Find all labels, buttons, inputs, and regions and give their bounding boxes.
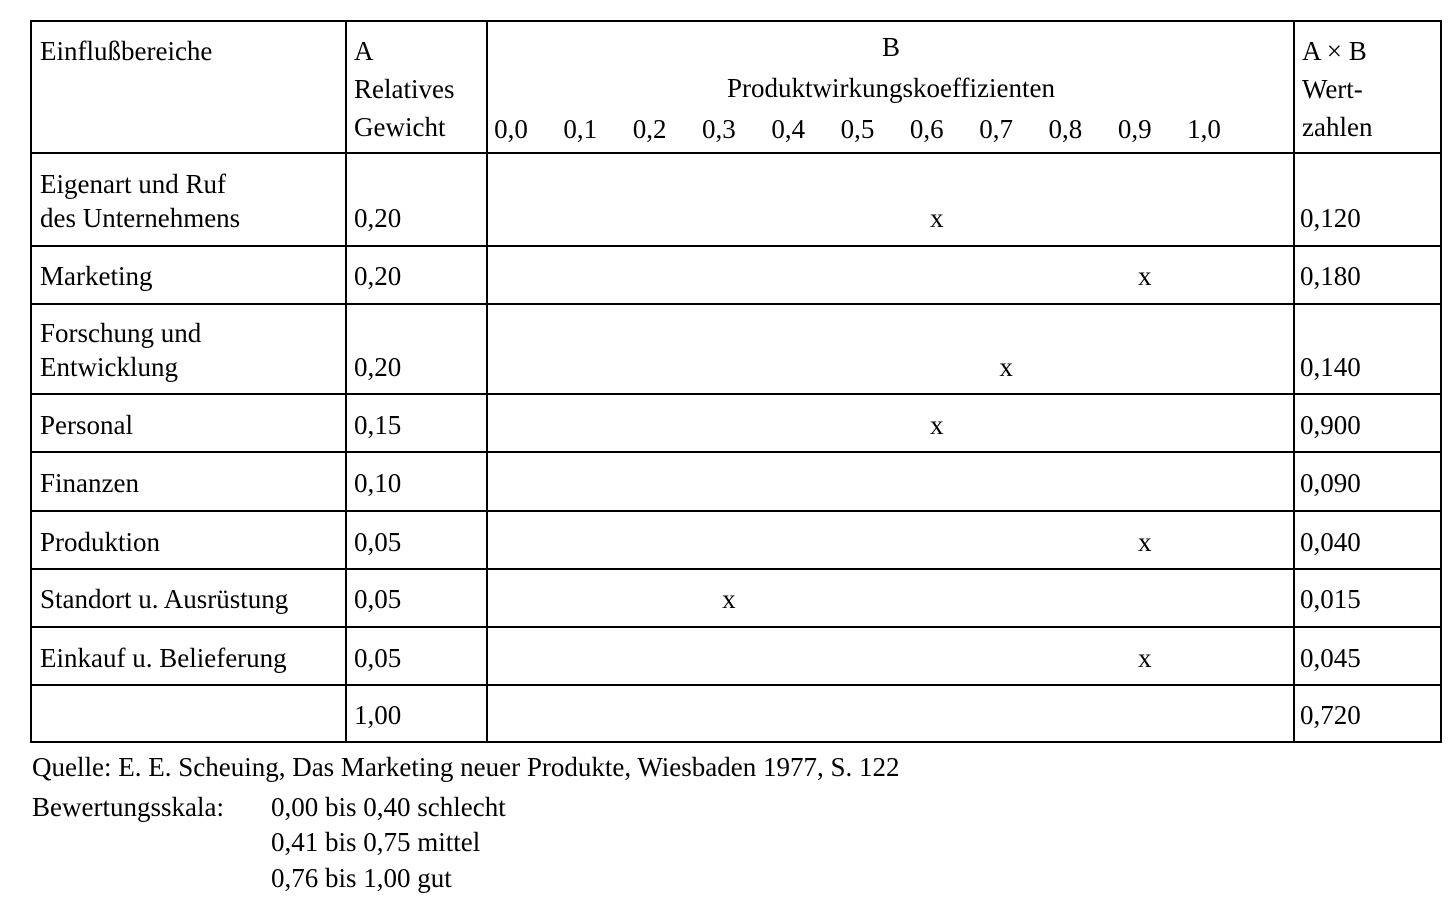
row-divider <box>30 245 1442 247</box>
row-value: 0,040 <box>1300 527 1361 557</box>
row-label: Entwicklung <box>40 352 178 382</box>
scale-tick: 0,8 <box>1048 114 1083 144</box>
header-relatives: Relatives <box>354 74 455 104</box>
row-weight: 0,10 <box>354 468 402 498</box>
header-wert: Wert- <box>1302 74 1363 104</box>
row-value: 0,140 <box>1300 352 1361 382</box>
row-divider <box>30 684 1442 686</box>
table-bottom-border <box>30 741 1442 743</box>
scale-tick: 0,5 <box>840 114 875 144</box>
coefficient-mark: x <box>1137 261 1152 291</box>
total-value: 0,720 <box>1300 700 1361 730</box>
row-divider <box>30 626 1442 628</box>
row-label: Personal <box>40 410 133 440</box>
row-weight: 0,20 <box>354 261 402 291</box>
header-gewicht: Gewicht <box>354 112 446 142</box>
row-value: 0,015 <box>1300 584 1361 614</box>
row-value: 0,180 <box>1300 261 1361 291</box>
scale-line: 0,41 bis 0,75 mittel <box>271 827 481 857</box>
row-label: des Unternehmens <box>40 203 241 233</box>
header-a-letter: A <box>354 36 374 66</box>
header-einflussbereiche: Einflußbereiche <box>40 36 213 66</box>
row-divider <box>30 568 1442 570</box>
row-weight: 0,15 <box>354 410 402 440</box>
row-label: Eigenart und Ruf <box>40 169 226 199</box>
row-label: Marketing <box>40 261 153 291</box>
header-produktwirkungskoeffizienten: Produktwirkungskoeffizienten <box>727 73 1055 103</box>
header-a-times-b: A × B <box>1302 36 1367 66</box>
row-weight: 0,05 <box>354 584 402 614</box>
coefficient-mark: x <box>1137 527 1152 557</box>
row-label: Einkauf u. Belieferung <box>40 643 287 673</box>
table-left-border <box>30 20 32 743</box>
scale-label: Bewertungsskala: <box>32 792 224 822</box>
row-weight: 0,20 <box>354 352 402 382</box>
row-weight: 0,20 <box>354 203 402 233</box>
scale-tick: 0,7 <box>979 114 1013 144</box>
scale-tick: 0,1 <box>563 114 598 144</box>
row-weight: 0,05 <box>354 643 402 673</box>
row-value: 0,090 <box>1300 468 1361 498</box>
scale-tick: 0,3 <box>702 114 736 144</box>
table-right-border <box>1440 20 1442 743</box>
header-bottom-border <box>30 152 1442 154</box>
row-value: 0,120 <box>1300 203 1361 233</box>
scale-tick: 0,4 <box>771 114 806 144</box>
row-divider <box>30 451 1442 453</box>
row-weight: 0,05 <box>354 527 402 557</box>
scale-line: 0,76 bis 1,00 gut <box>271 863 452 893</box>
coefficient-mark: x <box>722 584 736 614</box>
row-divider <box>30 510 1442 512</box>
row-value: 0,045 <box>1300 643 1361 673</box>
row-value: 0,900 <box>1300 410 1361 440</box>
table-top-border <box>30 20 1442 22</box>
coefficient-mark: x <box>930 203 944 233</box>
source-citation: Quelle: E. E. Scheuing, Das Marketing neuer Produkte, Wiesbaden 1977, S. 122 <box>32 752 900 782</box>
coefficient-mark: x <box>930 410 944 440</box>
scale-tick: 0,2 <box>632 114 667 144</box>
scale-tick: 1,0 <box>1187 114 1221 144</box>
coefficient-mark: x <box>1137 643 1152 673</box>
scale-line: 0,00 bis 0,40 schlecht <box>271 792 506 822</box>
column-divider <box>345 20 347 743</box>
row-label: Standort u. Ausrüstung <box>40 584 289 614</box>
row-divider <box>30 393 1442 395</box>
row-divider <box>30 303 1442 305</box>
row-label: Produktion <box>40 527 161 557</box>
total-weight: 1,00 <box>354 700 402 730</box>
scale-tick: 0,6 <box>909 114 944 144</box>
scale-tick: 0,9 <box>1117 114 1152 144</box>
header-zahlen: zahlen <box>1302 112 1373 142</box>
coefficient-scale <box>488 113 1294 146</box>
row-label: Forschung und <box>40 318 202 348</box>
row-label: Finanzen <box>40 468 139 498</box>
header-b-letter: B <box>881 32 900 62</box>
coefficient-mark: x <box>999 352 1013 382</box>
scale-tick: 0,0 <box>494 114 528 144</box>
